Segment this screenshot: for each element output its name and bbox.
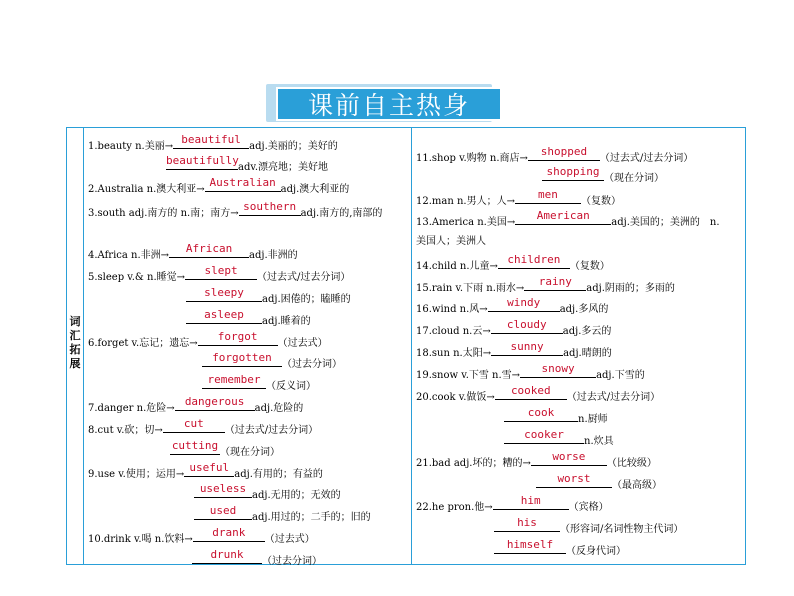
vocab-row: [88, 395, 304, 416]
answer-blank[interactable]: [166, 154, 239, 170]
answer-blank[interactable]: [495, 384, 567, 400]
answer-blank[interactable]: [528, 145, 600, 161]
row-prompt: 21.bad adj.坏的；糟的→: [416, 458, 531, 469]
answer-text: slept: [204, 264, 238, 277]
row-prompt: 12.man n.男人；人→: [416, 196, 515, 207]
row-suffix: （宾格）: [568, 502, 609, 513]
row-suffix: （过去式/过去分词）: [257, 272, 351, 283]
vocab-row: [88, 200, 383, 221]
vocab-row: [504, 406, 608, 427]
answer-blank[interactable]: [542, 165, 604, 181]
row-suffix: adv.漂亮地；美好地: [238, 162, 329, 173]
row-suffix: （比较级）: [606, 458, 657, 469]
answer-text: American: [536, 209, 590, 222]
row-suffix: （最高级）: [612, 480, 662, 491]
row-suffix: （复数）: [580, 196, 621, 207]
answer-blank[interactable]: [198, 330, 278, 346]
row-suffix: （过去式）: [277, 338, 328, 349]
answer-blank[interactable]: [494, 538, 566, 554]
answer-text: windy: [507, 296, 541, 309]
row-suffix: （过去式/过去分词）: [599, 153, 694, 164]
vocab-row: [416, 340, 612, 361]
vocab-row: [88, 176, 350, 197]
answer-text: drank: [212, 526, 246, 539]
answer-blank[interactable]: [488, 296, 560, 312]
answer-text: sunny: [510, 340, 544, 353]
row-prompt: 13.America n.美国→: [416, 217, 516, 228]
answer-blank[interactable]: [491, 340, 563, 356]
row-prompt: 9.use v.使用；运用→: [88, 469, 185, 480]
row-prompt: 20.cook v.做饭→: [416, 392, 495, 403]
row-suffix: adj.困倦的；瞌睡的: [262, 294, 351, 305]
vocab-row: [88, 526, 315, 547]
answer-blank[interactable]: [193, 526, 265, 542]
answer-blank[interactable]: [185, 264, 257, 280]
answer-blank[interactable]: [186, 308, 262, 324]
vocab-row: [170, 439, 280, 460]
row-prompt: 18.sun n.太阳→: [416, 348, 492, 359]
answer-blank[interactable]: [493, 494, 569, 510]
answer-text: southern: [243, 200, 297, 213]
answer-text: worse: [552, 450, 586, 463]
row-suffix: （形容词/名词性物主代词）: [560, 524, 684, 535]
answer-text: drunk: [210, 548, 244, 561]
row-suffix: adj.南方的,南部的: [300, 208, 383, 219]
row-suffix: n.厨师: [578, 414, 608, 425]
row-prompt: 15.rain v.下雨 n.雨水→: [416, 283, 525, 294]
vocab-row: [192, 548, 322, 569]
section-banner: 课前自主热身: [276, 87, 502, 121]
vocab-row: [88, 264, 351, 285]
row-suffix: adj.危险的: [254, 403, 304, 414]
vocab-row: [542, 165, 664, 186]
row-suffix: （过去分词）: [282, 359, 342, 370]
vocab-row: [416, 209, 720, 230]
row-prompt: 2.Australia n.澳大利亚→: [88, 184, 205, 195]
answer-blank[interactable]: [491, 318, 563, 334]
answer-text: shopping: [546, 165, 600, 178]
answer-text: sleepy: [204, 286, 244, 299]
answer-blank[interactable]: [175, 395, 255, 411]
vocab-row: [416, 494, 609, 515]
answer-blank[interactable]: [504, 406, 578, 422]
answer-blank[interactable]: [194, 504, 252, 520]
answer-text: his: [517, 516, 537, 529]
row-prompt: 17.cloud n.云→: [416, 326, 491, 337]
answer-blank[interactable]: [186, 286, 262, 302]
vocab-row: [416, 275, 675, 296]
column-divider: [411, 127, 412, 565]
row-suffix: adj.有用的；有益的: [234, 469, 323, 480]
row-suffix: adj.澳大利亚的: [280, 184, 350, 195]
side-char: 展: [69, 357, 81, 370]
answer-text: asleep: [204, 308, 244, 321]
row-suffix: （现在分词）: [604, 173, 664, 184]
answer-text: Australian: [209, 176, 276, 189]
vocab-row: [186, 286, 351, 307]
answer-blank[interactable]: [170, 439, 220, 455]
answer-text: worst: [557, 472, 591, 485]
answer-blank[interactable]: [239, 200, 301, 216]
vocab-row: [194, 482, 341, 503]
row-suffix: （现在分词）: [220, 447, 280, 458]
answer-blank[interactable]: [531, 450, 607, 466]
vocab-row: [416, 296, 609, 317]
row-suffix: adj.无用的；无效的: [252, 490, 341, 501]
vocab-row: [88, 330, 328, 351]
vocab-row: [504, 428, 614, 449]
vocab-row: [494, 538, 626, 559]
answer-text: forgotten: [212, 351, 272, 364]
side-label: [66, 315, 84, 371]
row-suffix: （过去分词）: [262, 556, 322, 567]
vocab-row: [416, 145, 694, 166]
answer-blank[interactable]: [494, 516, 560, 532]
row-suffix: adj.非洲的: [249, 250, 298, 261]
row-prompt: 16.wind n.风→: [416, 304, 488, 315]
vocab-row: [202, 373, 316, 394]
answer-text: dangerous: [184, 395, 245, 408]
vocab-row: [416, 362, 645, 383]
row-suffix: adj.用过的；二手的；旧的: [252, 512, 371, 523]
row-prompt: 22.he pron.他→: [416, 502, 493, 513]
answer-text: remember: [207, 373, 261, 386]
answer-text: himself: [506, 538, 554, 551]
answer-blank[interactable]: [202, 373, 266, 389]
side-char: 词: [69, 315, 81, 328]
vocab-row: [536, 472, 662, 493]
vocab-row: [194, 504, 371, 525]
answer-blank[interactable]: [515, 209, 611, 225]
row-suffix: adj.晴朗的: [563, 348, 612, 359]
vocab-row: [416, 235, 486, 249]
row-prompt: 14.child n.儿童→: [416, 261, 498, 272]
row-prompt: 19.snow v.下雪 n.雪→: [416, 370, 521, 381]
row-suffix: adj.多风的: [559, 304, 609, 315]
row-prompt: 1.beauty n.美丽→: [88, 141, 174, 152]
answer-blank[interactable]: [169, 242, 249, 258]
row-prompt: 6.forget v.忘记；遗忘→: [88, 338, 198, 349]
side-char: 汇: [69, 329, 81, 342]
row-prompt: 3.south adj.南方的 n.南；南方→: [88, 208, 239, 219]
row-suffix: adj.美国的；美洲的 n.: [611, 217, 720, 228]
row-suffix: adj.下雪的: [596, 370, 645, 381]
answer-text: him: [520, 494, 541, 507]
vocab-row: [416, 318, 612, 339]
row-prompt: 8.cut v.砍；切→: [88, 425, 163, 436]
row-prompt: 美国人；美洲人: [416, 236, 486, 247]
answer-text: useless: [199, 482, 247, 495]
answer-blank[interactable]: [524, 275, 586, 291]
row-prompt: 10.drink v.喝 n.饮料→: [88, 534, 193, 545]
answer-text: rainy: [538, 275, 572, 288]
vocab-row: [416, 253, 610, 274]
row-suffix: adj.多云的: [562, 326, 612, 337]
side-char: 拓: [69, 343, 81, 356]
answer-blank[interactable]: [202, 351, 282, 367]
row-suffix: （过去式/过去分词）: [566, 392, 661, 403]
row-prompt: 4.Africa n.非洲→: [88, 250, 170, 261]
row-prompt: 5.sleep v.& n.睡觉→: [88, 272, 186, 283]
answer-blank[interactable]: [173, 133, 249, 149]
row-prompt: 7.danger n.危险→: [88, 403, 175, 414]
vocab-row: [88, 133, 338, 154]
answer-blank[interactable]: [504, 428, 584, 444]
answer-text: African: [185, 242, 233, 255]
answer-text: cook: [527, 406, 555, 419]
answer-text: cut: [183, 417, 204, 430]
answer-text: used: [209, 504, 237, 517]
row-suffix: （反身代词）: [566, 546, 626, 557]
answer-text: cooked: [510, 384, 551, 397]
vocab-row: [88, 461, 323, 482]
answer-blank[interactable]: [520, 362, 596, 378]
row-suffix: （过去式）: [264, 534, 315, 545]
answer-blank[interactable]: [163, 417, 225, 433]
answer-text: beautiful: [181, 133, 241, 146]
answer-text: shopped: [540, 145, 588, 158]
row-suffix: n.炊具: [584, 436, 614, 447]
vocab-row: [416, 384, 661, 405]
vocab-row: [416, 188, 621, 209]
answer-text: cutting: [171, 439, 219, 452]
answer-text: cooker: [524, 428, 564, 441]
answer-text: cloudy: [506, 318, 547, 331]
answer-text: beautifully: [166, 154, 239, 167]
answer-text: snowy: [541, 362, 575, 375]
answer-blank[interactable]: [184, 461, 234, 477]
answer-text: men: [538, 188, 558, 201]
answer-blank[interactable]: [515, 188, 581, 204]
answer-blank[interactable]: [194, 482, 252, 498]
answer-blank[interactable]: [498, 253, 570, 269]
vocab-row: [186, 308, 311, 329]
answer-blank[interactable]: [192, 548, 262, 564]
vocab-row: [88, 417, 319, 438]
row-suffix: （复数）: [569, 261, 610, 272]
vocab-row: [494, 516, 684, 537]
row-suffix: adj.睡着的: [262, 316, 311, 327]
row-suffix: adj.阴雨的；多雨的: [586, 283, 675, 294]
answer-text: useful: [189, 461, 230, 474]
row-suffix: （反义词）: [266, 381, 316, 392]
row-suffix: adj.美丽的；美好的: [249, 141, 338, 152]
answer-blank[interactable]: [536, 472, 612, 488]
vocab-row: [166, 154, 329, 175]
answer-text: children: [507, 253, 561, 266]
vocab-row: [416, 450, 657, 471]
vocab-row: [202, 351, 342, 372]
answer-blank[interactable]: [205, 176, 281, 192]
row-suffix: （过去式/过去分词）: [224, 425, 319, 436]
vocab-row: [88, 242, 298, 263]
answer-text: forgot: [217, 330, 258, 343]
row-prompt: 11.shop v.购物 n.商店→: [416, 153, 528, 164]
